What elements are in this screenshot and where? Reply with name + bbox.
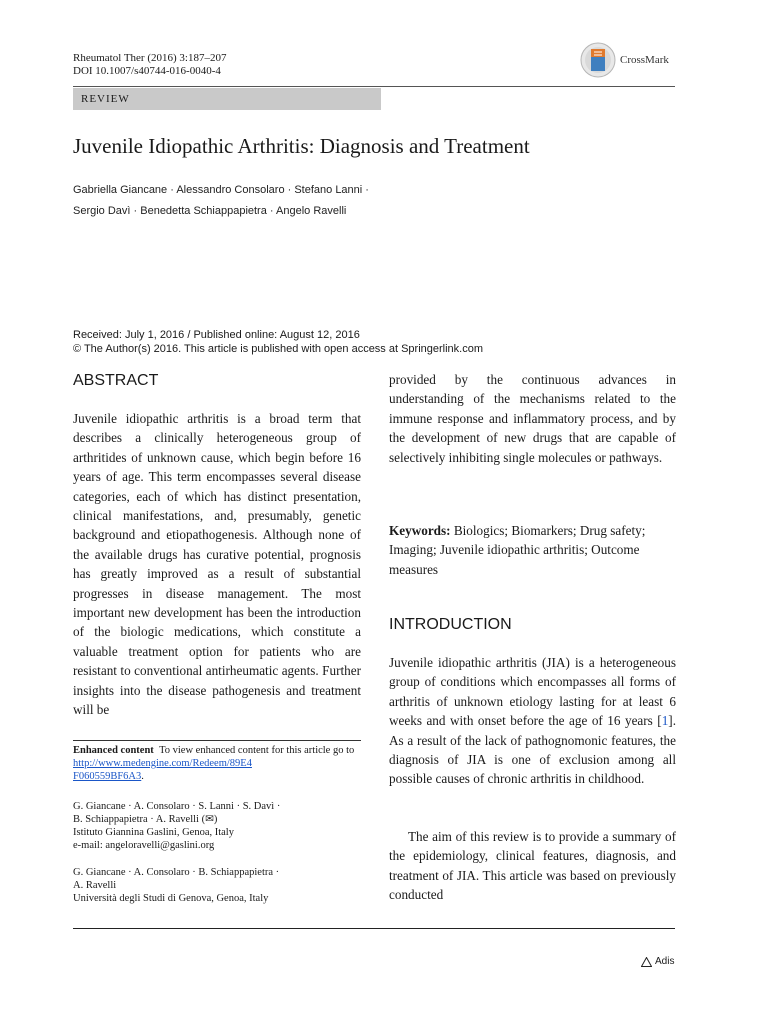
keywords bbox=[389, 521, 676, 579]
affiliation-institution: Istituto Giannina Gaslini, Genoa, Italy bbox=[73, 827, 234, 838]
enhanced-content-note: Enhanced content To view enhanced content for this article go to http://www.medengine.com/Redeem/89E4 F060559BF6A3. bbox=[73, 745, 355, 782]
introduction-paragraph-1: Juvenile idiopathic arthritis (JIA) is a heterogeneous group of conditions which encompasses all forms of arthritis of unknown etiology lasting for at least 6 weeks and with onset before the age of 16 years [1]. As a result of the lack of pathognomonic features, the diagnosis of JIA is one of exclusion among all possible causes of chronic arthritis in childhood. bbox=[389, 655, 676, 787]
enhanced-content-label: Enhanced content bbox=[73, 745, 154, 756]
received-published: Received: July 1, 2016 / Published online: August 12, 2016 bbox=[73, 329, 360, 341]
affiliation-2: G. Giancane · A. Consolaro · B. Schiappapietra · A. Ravelli Università degli Studi di Genova, Genoa, Italy bbox=[73, 866, 361, 905]
journal-doi: DOI 10.1007/s40744-016-0040-4 bbox=[73, 65, 221, 77]
introduction-heading: INTRODUCTION bbox=[389, 616, 512, 633]
introduction-paragraph-2: The aim of this review is to provide a summary of the epidemiology, clinical features, diagnosis, and treatment of JIA. This article was based on previously conducted bbox=[389, 829, 676, 903]
abstract-continued: provided by the continuous advances in understanding of the mechanisms related to the immune response and inflammatory process, and by the development of new drugs that are capable of selectively inhibiting single molecules or pathways. bbox=[389, 372, 676, 465]
adis-triangle-icon bbox=[641, 957, 652, 967]
keywords-text: Biologics; Biomarkers; Drug safety; Imaging; Juvenile idiopathic arthritis; Outcome measures bbox=[389, 523, 646, 577]
abstract-text: Juvenile idiopathic arthritis is a broad term that describes a clinically heterogeneous group of arthritides of unknown cause, which begin before 16 years of age. This term encompasses several disease categories, each of which has distinct presentation, clinical manifestations, and, presumably, genetic background and etiopathogenesis. Although none of the available drugs has curative potential, prognosis has greatly improved as a result of substantial progresses in disease management. The most important new development has been the introduction of the biologic medications, which constitute a valuable treatment option for patients who are resistant to conventional antirheumatic agents. Further insights into the disease pathogenesis and treatment will be bbox=[73, 411, 361, 718]
enhanced-content-link[interactable]: http://www.medengine.com/Redeem/89E4 F060559BF6A3 bbox=[73, 758, 252, 782]
affiliation-institution: Università degli Studi di Genova, Genoa, Italy bbox=[73, 893, 269, 904]
enhanced-content-text: To view enhanced content for this article go to bbox=[159, 745, 355, 756]
author-line-1: Gabriella Giancane · Alessandro Consolaro · Stefano Lanni · bbox=[73, 184, 369, 196]
reference-link[interactable]: 1 bbox=[661, 713, 669, 729]
crossmark-logo-icon bbox=[580, 42, 616, 78]
copyright-notice: © The Author(s) 2016. This article is published with open access at Springerlink.com bbox=[73, 343, 484, 355]
publisher-logo bbox=[641, 956, 674, 967]
footer-rule bbox=[73, 928, 675, 929]
article-title: Juvenile Idiopathic Arthritis: Diagnosis and Treatment bbox=[73, 134, 530, 158]
abstract-heading: ABSTRACT bbox=[73, 372, 159, 389]
corresponding-email[interactable]: e-mail: angeloravelli@gaslini.org bbox=[73, 840, 215, 851]
author-line-2: Sergio Davì · Benedetta Schiappapietra · Angelo Ravelli bbox=[73, 205, 347, 217]
section-label: REVIEW bbox=[73, 88, 381, 110]
crossmark-label: CrossMark bbox=[620, 54, 669, 66]
crossmark-badge[interactable] bbox=[580, 42, 669, 78]
keywords-label: Keywords: bbox=[389, 523, 451, 538]
affiliation-1: G. Giancane · A. Consolaro · S. Lanni · S. Davì · B. Schiappapietra · A. Ravelli (✉) Istituto Giannina Gaslini, Genoa, Italy e-mail: angeloravelli@gaslini.org bbox=[73, 800, 361, 852]
journal-citation: Rheumatol Ther (2016) 3:187–207 bbox=[73, 52, 227, 64]
publisher-name: Adis bbox=[655, 956, 675, 967]
journal-meta bbox=[73, 52, 226, 78]
author-list bbox=[73, 180, 369, 222]
header-rule bbox=[73, 86, 675, 87]
publication-dates bbox=[73, 328, 483, 356]
footnote-rule bbox=[73, 740, 361, 741]
